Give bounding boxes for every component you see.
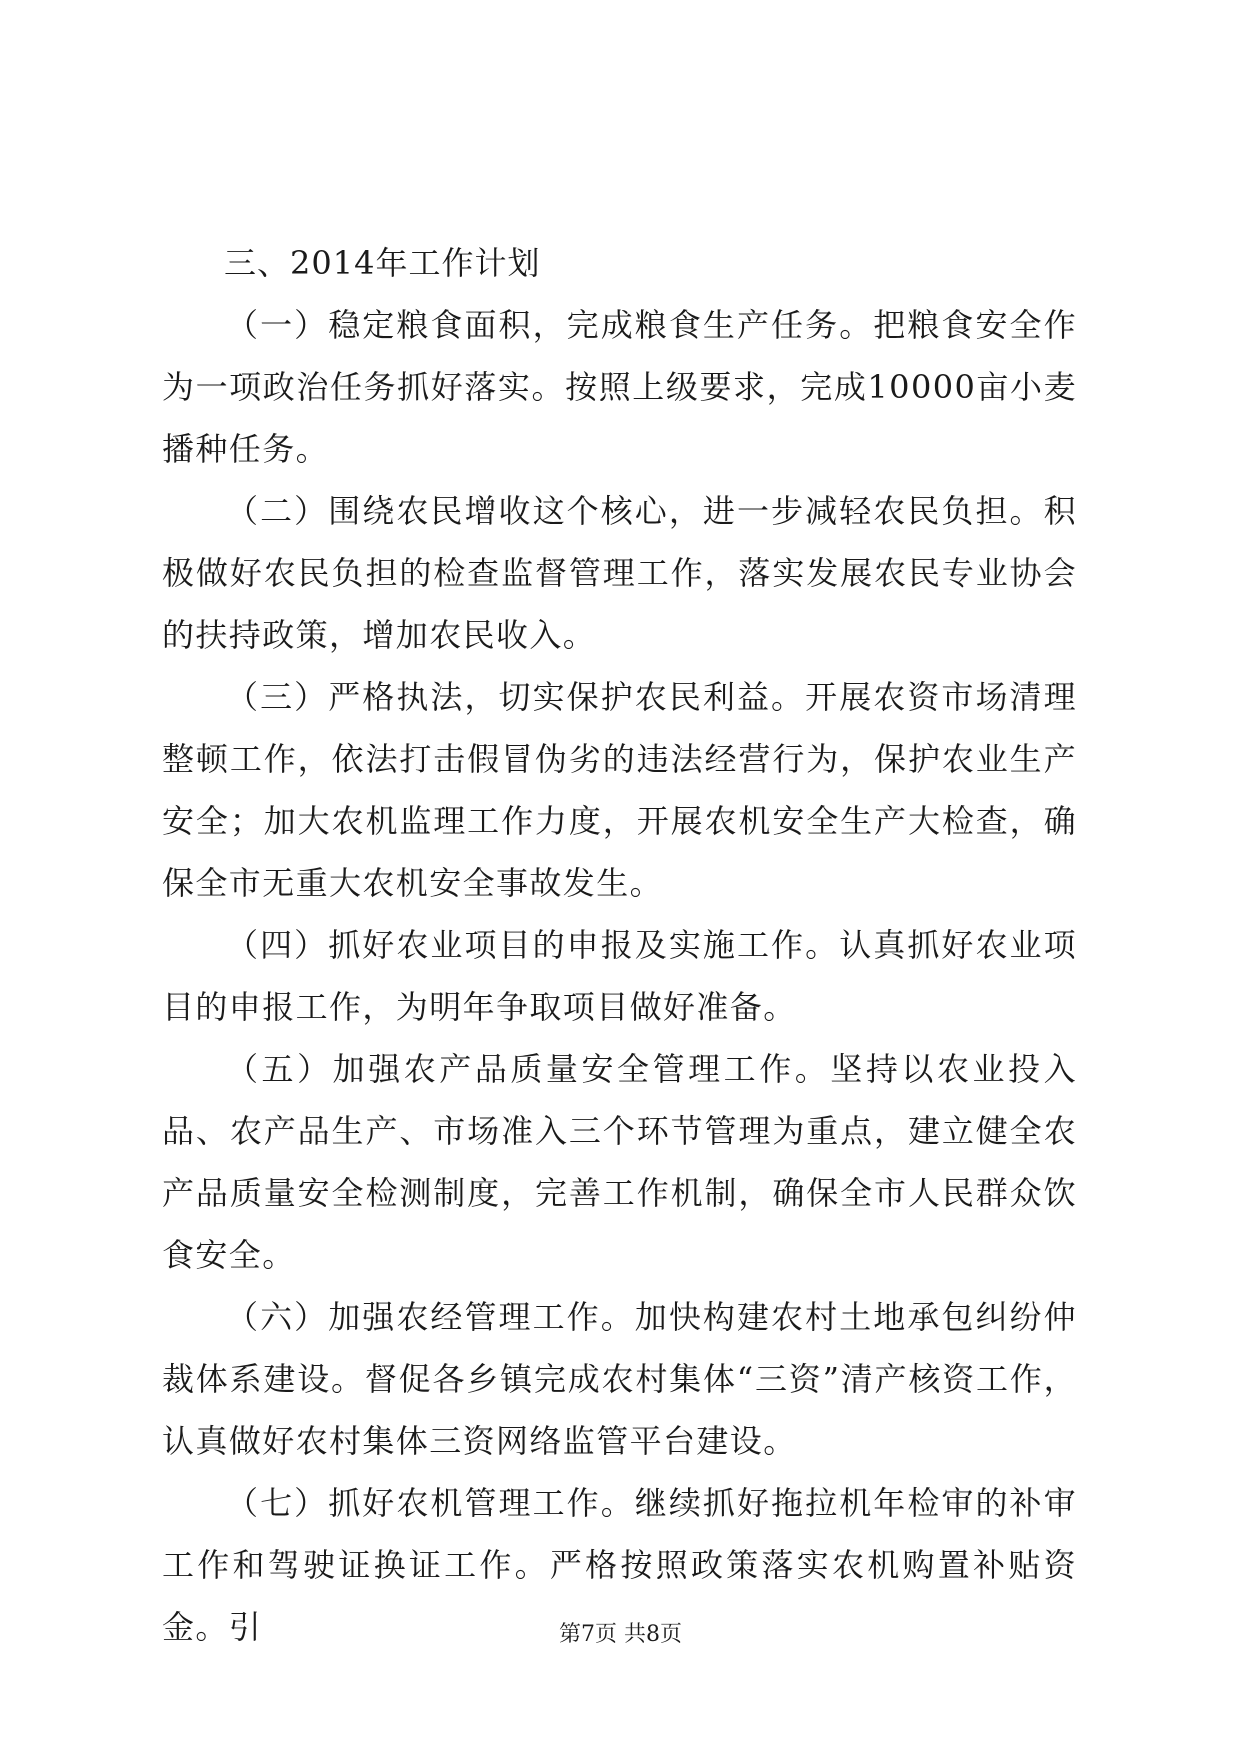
paragraph-5: （五）加强农产品质量安全管理工作。坚持以农业投入品、农产品生产、市场准入三个环节管理为重点，建立健全农产品质量安全检测制度，完善工作机制，确保全市人民群众饮食安全。 [162, 1050, 1077, 1274]
paragraph-4: （四）抓好农业项目的申报及实施工作。认真抓好农业项目的申报工作，为明年争取项目做好准备。 [162, 926, 1077, 1026]
paragraph-3: （三）严格执法，切实保护农民利益。开展农资市场清理整顿工作，依法打击假冒伪劣的违法经营行为，保护农业生产安全；加大农机监理工作力度，开展农机安全生产大检查，确保全市无重大农机安全事故发生。 [162, 678, 1077, 902]
document-body [162, 232, 1077, 1658]
page-footer: 第7页 共8页 [559, 1622, 682, 1647]
paragraph-2: （二）围绕农民增收这个核心，进一步减轻农民负担。积极做好农民负担的检查监督管理工作，落实发展农民专业协会的扶持政策，增加农民收入。 [162, 492, 1077, 654]
paragraph-7: （七）抓好农机管理工作。继续抓好拖拉机年检审的补审工作和驾驶证换证工作。严格按照政策落实农机购置补贴资金。引 [162, 1484, 1077, 1646]
section-heading: 三、2014年工作计划 [224, 244, 541, 282]
paragraph-6: （六）加强农经管理工作。加快构建农村土地承包纠纷仲裁体系建设。督促各乡镇完成农村集体“三资”清产核资工作，认真做好农村集体三资网络监管平台建设。 [162, 1298, 1077, 1460]
paragraph-1: （一）稳定粮食面积，完成粮食生产任务。把粮食安全作为一项政治任务抓好落实。按照上级要求，完成10000亩小麦播种任务。 [162, 306, 1077, 468]
